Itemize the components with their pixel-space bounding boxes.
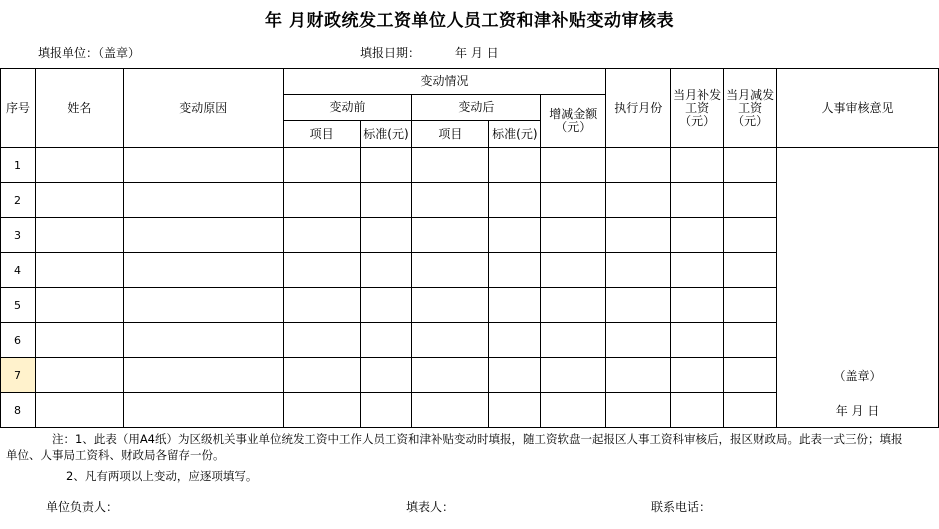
audit-table xyxy=(0,68,939,428)
table-cell[interactable] xyxy=(541,253,606,288)
row-number[interactable]: 5 xyxy=(1,288,36,323)
table-cell[interactable] xyxy=(283,358,360,393)
date-label: 填报日期： xyxy=(360,46,421,60)
table-cell[interactable] xyxy=(489,183,541,218)
table-cell[interactable] xyxy=(360,393,412,428)
row-number[interactable]: 4 xyxy=(1,253,36,288)
table-cell[interactable] xyxy=(123,393,283,428)
form-title: 年 月财政统发工资单位人员工资和津补贴变动审核表 xyxy=(265,11,674,31)
header-before-standard[interactable]: 标准(元) xyxy=(360,121,412,148)
table-cell[interactable] xyxy=(123,218,283,253)
header-delta[interactable]: 增减金额（元） xyxy=(541,95,606,148)
row-number[interactable]: 6 xyxy=(1,323,36,358)
header-change-info[interactable]: 变动情况 xyxy=(283,69,606,95)
row-number[interactable]: 8 xyxy=(1,393,36,428)
table-cell[interactable] xyxy=(724,358,777,393)
table-cell[interactable] xyxy=(606,148,671,183)
header-after-item[interactable]: 项目 xyxy=(412,121,489,148)
row-number[interactable]: 3 xyxy=(1,218,36,253)
header-deduction[interactable]: 当月减发工资（元） xyxy=(724,69,777,148)
table-cell[interactable] xyxy=(360,288,412,323)
row-number[interactable]: 1 xyxy=(1,148,36,183)
unit-head-label: 单位负责人： xyxy=(46,500,119,514)
header-before[interactable]: 变动前 xyxy=(283,95,412,121)
table-cell[interactable] xyxy=(412,288,489,323)
table-cell[interactable] xyxy=(35,358,123,393)
table-cell[interactable] xyxy=(283,218,360,253)
row-number[interactable]: 7 xyxy=(1,358,36,393)
table-cell[interactable] xyxy=(412,358,489,393)
table-cell[interactable] xyxy=(489,218,541,253)
table-cell[interactable] xyxy=(489,358,541,393)
remark-date: 年 月 日 xyxy=(835,404,880,418)
table-cell[interactable] xyxy=(360,323,412,358)
table-cell[interactable] xyxy=(35,393,123,428)
table-cell[interactable] xyxy=(489,323,541,358)
table-cell[interactable] xyxy=(671,218,724,253)
table-cell[interactable] xyxy=(123,323,283,358)
table-cell[interactable] xyxy=(671,288,724,323)
table-cell[interactable] xyxy=(412,218,489,253)
table-cell[interactable] xyxy=(724,288,777,323)
table-cell[interactable] xyxy=(724,148,777,183)
table-cell[interactable] xyxy=(489,288,541,323)
table-cell[interactable] xyxy=(412,183,489,218)
header-seq[interactable]: 序号 xyxy=(1,69,36,148)
table-cell[interactable] xyxy=(123,253,283,288)
row-number[interactable]: 2 xyxy=(1,183,36,218)
table-cell[interactable] xyxy=(123,183,283,218)
table-cell[interactable] xyxy=(606,288,671,323)
table-cell[interactable] xyxy=(606,253,671,288)
table-cell[interactable] xyxy=(724,183,777,218)
header-name[interactable]: 姓名 xyxy=(35,69,123,148)
table-cell[interactable] xyxy=(489,393,541,428)
table-cell[interactable] xyxy=(35,253,123,288)
table-cell[interactable] xyxy=(606,183,671,218)
table-cell[interactable] xyxy=(35,323,123,358)
table-cell[interactable] xyxy=(360,148,412,183)
table-cell[interactable] xyxy=(489,253,541,288)
table-cell[interactable] xyxy=(671,358,724,393)
table-cell[interactable] xyxy=(360,253,412,288)
table-cell[interactable] xyxy=(724,253,777,288)
table-cell[interactable] xyxy=(541,393,606,428)
unit-label: 填报单位：（盖章） xyxy=(38,46,141,60)
hr-opinion-cell[interactable] xyxy=(777,148,939,428)
table-cell[interactable] xyxy=(412,148,489,183)
table-cell[interactable] xyxy=(35,148,123,183)
table-cell[interactable] xyxy=(360,183,412,218)
header-after[interactable]: 变动后 xyxy=(412,95,541,121)
table-cell[interactable] xyxy=(283,288,360,323)
note-line-2: 2、凡有两项以上变动，应逐项填写。 xyxy=(66,469,258,483)
table-cell[interactable] xyxy=(283,393,360,428)
note-line-1-cont: 单位、人事局工资科、财政局各留存一份。 xyxy=(6,448,225,462)
table-cell[interactable] xyxy=(606,323,671,358)
table-cell[interactable] xyxy=(412,393,489,428)
table-row xyxy=(1,148,939,183)
table-cell[interactable] xyxy=(724,393,777,428)
header-supplement[interactable]: 当月补发工资（元） xyxy=(671,69,724,148)
table-cell[interactable] xyxy=(541,288,606,323)
header-exec-month[interactable]: 执行月份 xyxy=(606,69,671,148)
table-cell[interactable] xyxy=(671,393,724,428)
table-cell[interactable] xyxy=(360,358,412,393)
table-cell[interactable] xyxy=(412,323,489,358)
date-fill: 年 月 日 xyxy=(455,46,499,60)
table-cell[interactable] xyxy=(123,148,283,183)
table-cell[interactable] xyxy=(671,148,724,183)
table-cell[interactable] xyxy=(541,358,606,393)
filler-label: 填表人： xyxy=(406,500,455,514)
table-cell[interactable] xyxy=(283,253,360,288)
table-cell[interactable] xyxy=(541,323,606,358)
table-cell[interactable] xyxy=(489,148,541,183)
header-before-item[interactable]: 项目 xyxy=(283,121,360,148)
table-cell[interactable] xyxy=(123,358,283,393)
table-cell[interactable] xyxy=(724,323,777,358)
header-hr-opinion[interactable]: 人事审核意见 xyxy=(777,69,939,148)
header-after-standard[interactable]: 标准(元) xyxy=(489,121,541,148)
table-cell[interactable] xyxy=(671,323,724,358)
phone-label: 联系电话： xyxy=(651,500,712,514)
table-cell[interactable] xyxy=(606,358,671,393)
table-cell[interactable] xyxy=(283,183,360,218)
table-cell[interactable] xyxy=(541,218,606,253)
table-cell[interactable] xyxy=(123,288,283,323)
table-cell[interactable] xyxy=(724,218,777,253)
table-cell[interactable] xyxy=(412,253,489,288)
header-reason[interactable]: 变动原因 xyxy=(123,69,283,148)
table-cell[interactable] xyxy=(671,183,724,218)
remark-stamp: （盖章） xyxy=(833,369,882,383)
note-line-1: 注：1、此表（用A4纸）为区级机关事业单位统发工资中工作人员工资和津补贴变动时填报，随工资软盘一起报区人事工资科审核后，报区财政局。此表一式三份；填报 xyxy=(52,432,903,446)
table-cell[interactable] xyxy=(35,288,123,323)
table-cell[interactable] xyxy=(35,218,123,253)
table-cell[interactable] xyxy=(606,393,671,428)
table-cell[interactable] xyxy=(541,148,606,183)
table-cell[interactable] xyxy=(35,183,123,218)
table-cell[interactable] xyxy=(283,323,360,358)
table-cell[interactable] xyxy=(541,183,606,218)
table-cell[interactable] xyxy=(606,218,671,253)
table-cell[interactable] xyxy=(283,148,360,183)
table-cell[interactable] xyxy=(360,218,412,253)
table-cell[interactable] xyxy=(671,253,724,288)
